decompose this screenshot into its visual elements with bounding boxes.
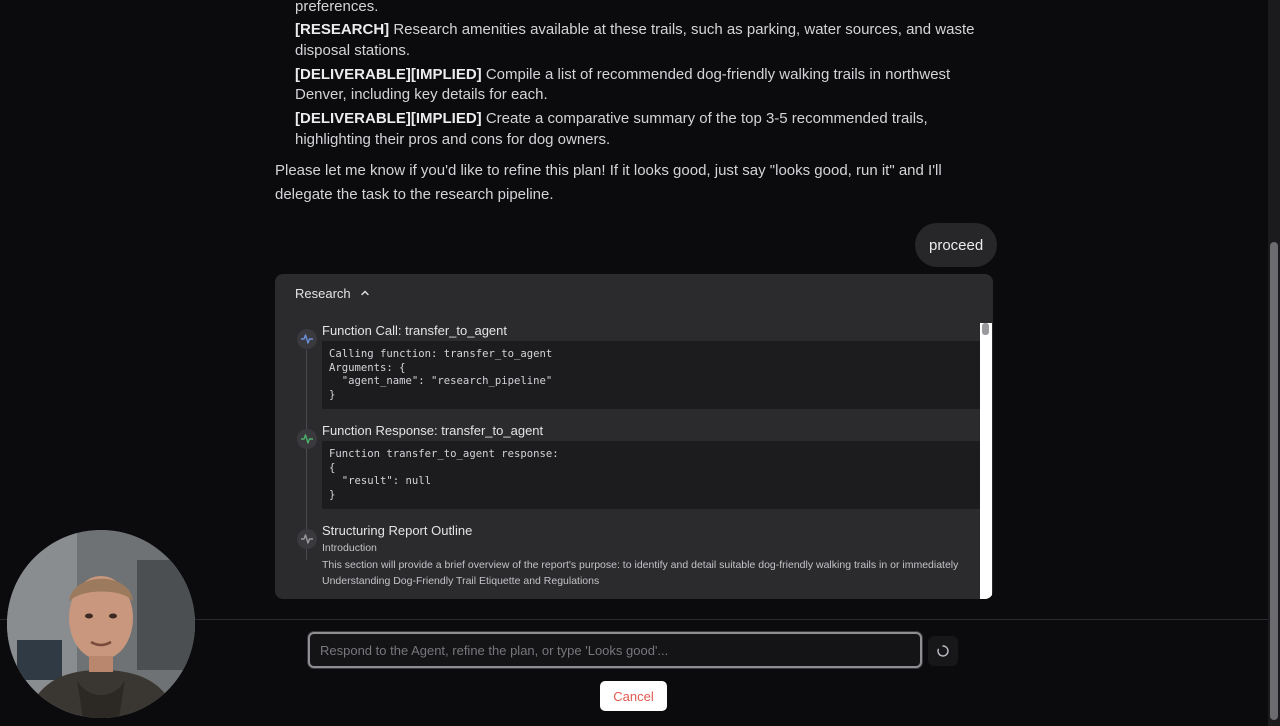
closing-paragraph: Please let me know if you'd like to refine this plan! If it looks good, just say "looks good, run it" and I'll delegate the task to the research pipeline. [275, 162, 942, 203]
research-label: Research [295, 285, 351, 301]
research-panel [275, 274, 993, 599]
webcam-overlay [7, 530, 195, 718]
activity-icon [297, 429, 317, 449]
code-block: Function transfer_to_agent response: { "result": null } [322, 441, 980, 509]
plan-item-text: Compile a list of recommended dog-friendly walking trails in northwest Denver, including key details for each. [295, 65, 951, 103]
page-scrollbar[interactable] [1268, 0, 1280, 726]
plan-item-tag: [DELIVERABLE][IMPLIED] [295, 65, 482, 83]
outline-line: Understanding Dog-Friendly Trail Etiquette and Regulations [322, 575, 600, 587]
steps-scrollbar[interactable] [980, 323, 992, 599]
plan-item [295, 65, 975, 106]
presenter-video [7, 530, 195, 718]
research-toggle[interactable] [295, 282, 371, 304]
chevron-up-icon [359, 287, 371, 299]
plan-item [295, 109, 975, 150]
plan-item-tag: [RESEARCH] [295, 21, 390, 38]
message-input[interactable] [310, 634, 920, 666]
plan-item-tag: [DELIVERABLE][IMPLIED] [295, 110, 482, 127]
message-continuation: preferences. [295, 0, 379, 15]
activity-icon [297, 329, 317, 349]
plan-item-text: Create a comparative summary of the top 3-5 recommended trails, highlighting their pros and cons for dog owners. [295, 110, 928, 148]
code-block: Calling function: transfer_to_agent Arguments: { "agent_name": "research_pipeline" } [322, 341, 980, 409]
outline-line: Introduction [322, 542, 377, 554]
plan-item [295, 20, 975, 61]
outline-line: This section will provide a brief overview of the report's purpose: to identify and detail suitable dog-friendly walking trails in or immediately [322, 559, 959, 571]
step-title: Function Response: transfer_to_agent [322, 423, 544, 438]
research-steps [275, 323, 993, 599]
step-title: Structuring Report Outline [322, 523, 473, 538]
user-message-bubble: proceed [915, 223, 997, 267]
step-title: Function Call: transfer_to_agent [322, 323, 507, 338]
activity-icon [297, 529, 317, 549]
loading-button[interactable] [928, 636, 958, 666]
cancel-button[interactable]: Cancel [600, 681, 667, 711]
plan-item-text: Research amenities available at these trails, such as parking, water sources, and waste disposal stations. [295, 21, 975, 59]
page-scrollbar-thumb[interactable] [1270, 242, 1278, 720]
plan-list [295, 20, 975, 154]
scrollbar-thumb[interactable] [982, 323, 989, 335]
composer-input-wrap [308, 632, 922, 668]
spinner-icon [936, 644, 950, 658]
